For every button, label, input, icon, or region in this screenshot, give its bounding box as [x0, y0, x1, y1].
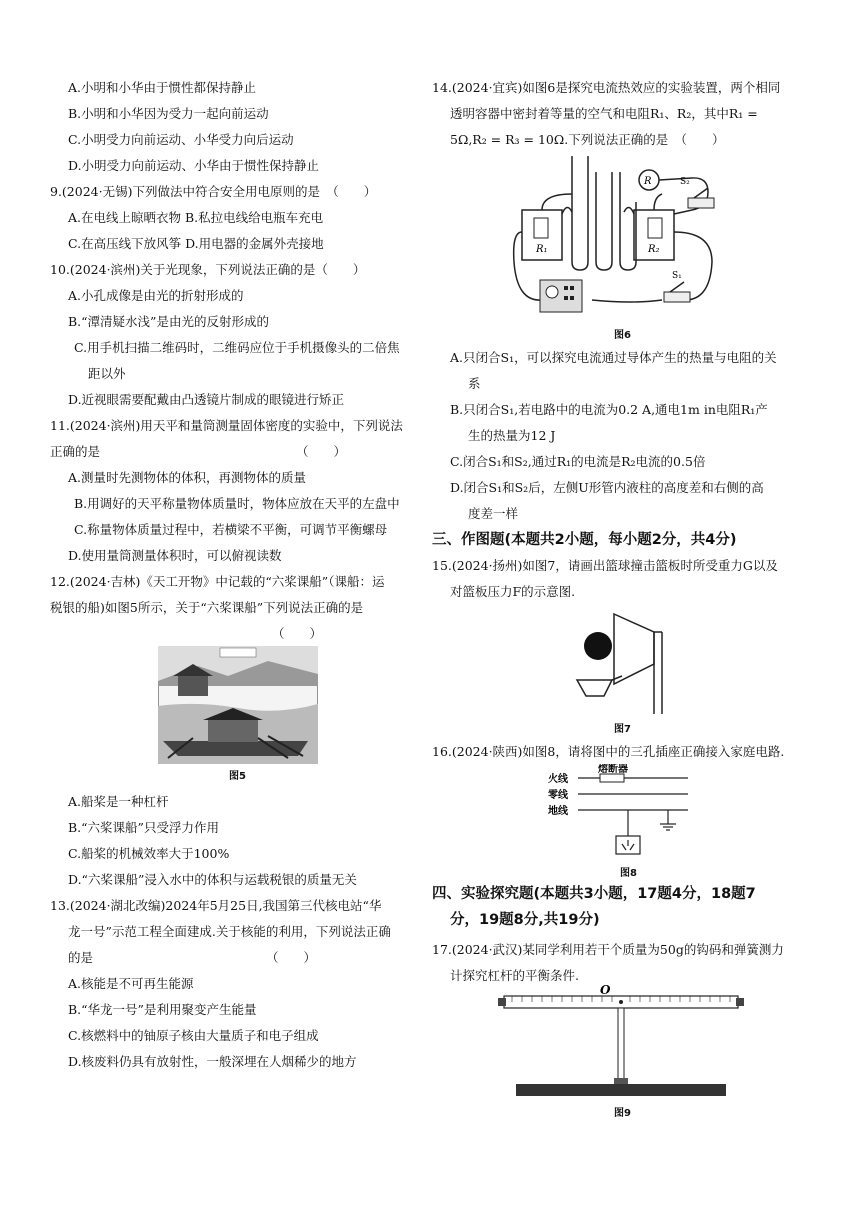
- q12-stem: 12.(2024·吉林)《天工开物》中记载的“六桨课船”（课船：运: [50, 574, 385, 589]
- fig8-neutral-wire-label: 零线: [548, 790, 568, 801]
- figure-9-caption: 图9: [614, 1108, 631, 1119]
- q14-stem: 14.(2024·宜宾)如图6是探究电流热效应的实验装置，两个相同: [432, 80, 781, 95]
- q14-option-d: D.闭合S₁和S₂后，左侧U形管内液柱的高度差和右侧的高: [450, 480, 764, 495]
- q13-option-d: D.核废料仍具有放射性，一般深埋在人烟稀少的地方: [68, 1054, 357, 1069]
- q8-option-b: B.小明和小华因为受力一起向前运动: [68, 106, 269, 121]
- q10-option-d: D.近视眼需要配戴由凸透镜片制成的眼镜进行矫正: [68, 392, 345, 407]
- fig8-fuse-label: 熔断器: [598, 764, 628, 775]
- q17-stem: 17.(2024·武汉)某同学利用若干个质量为50g的钩码和弹簧测力: [432, 942, 784, 957]
- section-4-heading: 四、实验探究题(本题共3小题，17题4分，18题7: [432, 886, 756, 902]
- q10-stem: 10.(2024·滨州)关于光现象，下列说法正确的是（ ）: [50, 262, 366, 277]
- q11-paren: （ ）: [296, 444, 347, 459]
- q13-option-b: B.“华龙一号”是利用聚变产生能量: [68, 1002, 257, 1017]
- q9-options-cd: C.在高压线下放风筝 D.用电器的金属外壳接地: [68, 236, 324, 251]
- fig8-ground-wire-label: 地线: [548, 806, 568, 817]
- q8-option-a: A.小明和小华由于惯性都保持静止: [68, 80, 257, 95]
- q13-option-a: A.核能是不可再生能源: [68, 976, 194, 991]
- figure-8-socket-circuit: [548, 764, 698, 858]
- figure-7-basketball-backboard: [574, 604, 674, 714]
- q14-option-b-cont: 生的热量为12 J: [468, 428, 556, 443]
- q10-option-c-cont: 距以外: [88, 366, 126, 381]
- q15-stem-cont: 对篮板压力F的示意图.: [450, 584, 576, 599]
- fig6-r2-label: R₂: [648, 244, 660, 255]
- q13-stem: 13.(2024·湖北改编)2024年5月25日,我国第三代核电站“华: [50, 898, 382, 913]
- q16-stem: 16.(2024·陕西)如图8，请将图中的三孔插座正确接入家庭电路.: [432, 744, 785, 759]
- fig6-r1-label: R₁: [536, 244, 548, 255]
- q11-option-a: A.测量时先测物体的体积，再测物体的质量: [68, 470, 307, 485]
- q17-stem-cont: 计探究杠杆的平衡条件.: [450, 968, 579, 983]
- q12-option-a: A.船桨是一种杠杆: [68, 794, 169, 809]
- q11-option-c: C.称量物体质量过程中，若横梁不平衡，可调节平衡螺母: [74, 522, 388, 537]
- q15-stem: 15.(2024·扬州)如图7，请画出篮球撞击篮板时所受重力G以及: [432, 558, 778, 573]
- q14-stem-cont: 透明容器中密封着等量的空气和电阻R₁、R₂，其中R₁ =: [450, 106, 758, 121]
- q13-stem-cont: 龙一号”示范工程全面建成.关于核能的利用，下列说法正确: [68, 924, 391, 939]
- fig6-s1-label: S₁: [672, 271, 682, 281]
- figure-8-caption: 图8: [620, 868, 637, 879]
- q13-option-c: C.核燃料中的铀原子核由大量质子和电子组成: [68, 1028, 319, 1043]
- fig8-live-wire-label: 火线: [548, 774, 568, 785]
- figure-9-lever-apparatus: [496, 984, 746, 1100]
- q12-paren: （ ）: [272, 626, 323, 641]
- q12-option-b: B.“六桨课船”只受浮力作用: [68, 820, 219, 835]
- q10-option-a: A.小孔成像是由光的折射形成的: [68, 288, 244, 303]
- q8-option-c: C.小明受力向前运动、小华受力向后运动: [68, 132, 294, 147]
- section-3-heading: 三、作图题(本题共2小题，每小题2分，共4分): [432, 532, 737, 548]
- q9-options-ab: A.在电线上晾晒衣物 B.私拉电线给电瓶车充电: [68, 210, 324, 225]
- q14-option-c: C.闭合S₁和S₂,通过R₁的电流是R₂电流的0.5倍: [450, 454, 706, 469]
- figure-7-caption: 图7: [614, 724, 631, 735]
- q11-stem-cont: 正确的是: [50, 444, 101, 459]
- fig6-s2-label: S₂: [680, 177, 690, 187]
- q10-option-b: B.“潭清疑水浅”是由光的反射形成的: [68, 314, 269, 329]
- q8-option-d: D.小明受力向前运动、小华由于惯性保持静止: [68, 158, 320, 173]
- q11-option-b: B.用调好的天平称量物体质量时，物体应放在天平的左盘中: [74, 496, 400, 511]
- figure-5-caption: 图5: [229, 771, 246, 782]
- fig9-pivot-label: O: [600, 984, 611, 997]
- q13-paren: （ ）: [266, 950, 317, 965]
- q12-option-d: D.“六桨课船”浸入水中的体积与运载税银的质量无关: [68, 872, 357, 887]
- q12-option-c: C.船桨的机械效率大于100%: [68, 846, 230, 861]
- q14-option-d-cont: 度差一样: [468, 506, 519, 521]
- q14-option-a: A.只闭合S₁，可以探究电流通过导体产生的热量与电阻的关: [450, 350, 777, 365]
- q11-option-d: D.使用量筒测量体积时，可以俯视读数: [68, 548, 282, 563]
- q10-option-c: C.用手机扫描二维码时，二维码应位于手机摄像头的二倍焦: [74, 340, 400, 355]
- q11-stem: 11.(2024·滨州)用天平和量筒测量固体密度的实验中，下列说法: [50, 418, 403, 433]
- figure-6-caption: 图6: [614, 330, 631, 341]
- q13-stem-cont2: 的是: [68, 950, 94, 965]
- figure-6-circuit-diagram: [512, 152, 720, 320]
- figure-5-boat-illustration: [158, 646, 318, 764]
- fig6-r3-label: R: [644, 176, 652, 187]
- q14-stem-cont2: 5Ω,R₂ = R₃ = 10Ω.下列说法正确的是 （ ）: [450, 132, 725, 147]
- q9-stem: 9.(2024·无锡)下列做法中符合安全用电原则的是 （ ）: [50, 184, 377, 199]
- q14-option-a-cont: 系: [468, 376, 481, 391]
- q12-stem-cont: 税银的船)如图5所示，关于“六桨课船”下列说法正确的是: [50, 600, 364, 615]
- section-4-heading-cont: 分，19题8分,共19分): [450, 912, 600, 928]
- q14-option-b: B.只闭合S₁,若电路中的电流为0.2 A,通电1m in电阻R₁产: [450, 402, 768, 417]
